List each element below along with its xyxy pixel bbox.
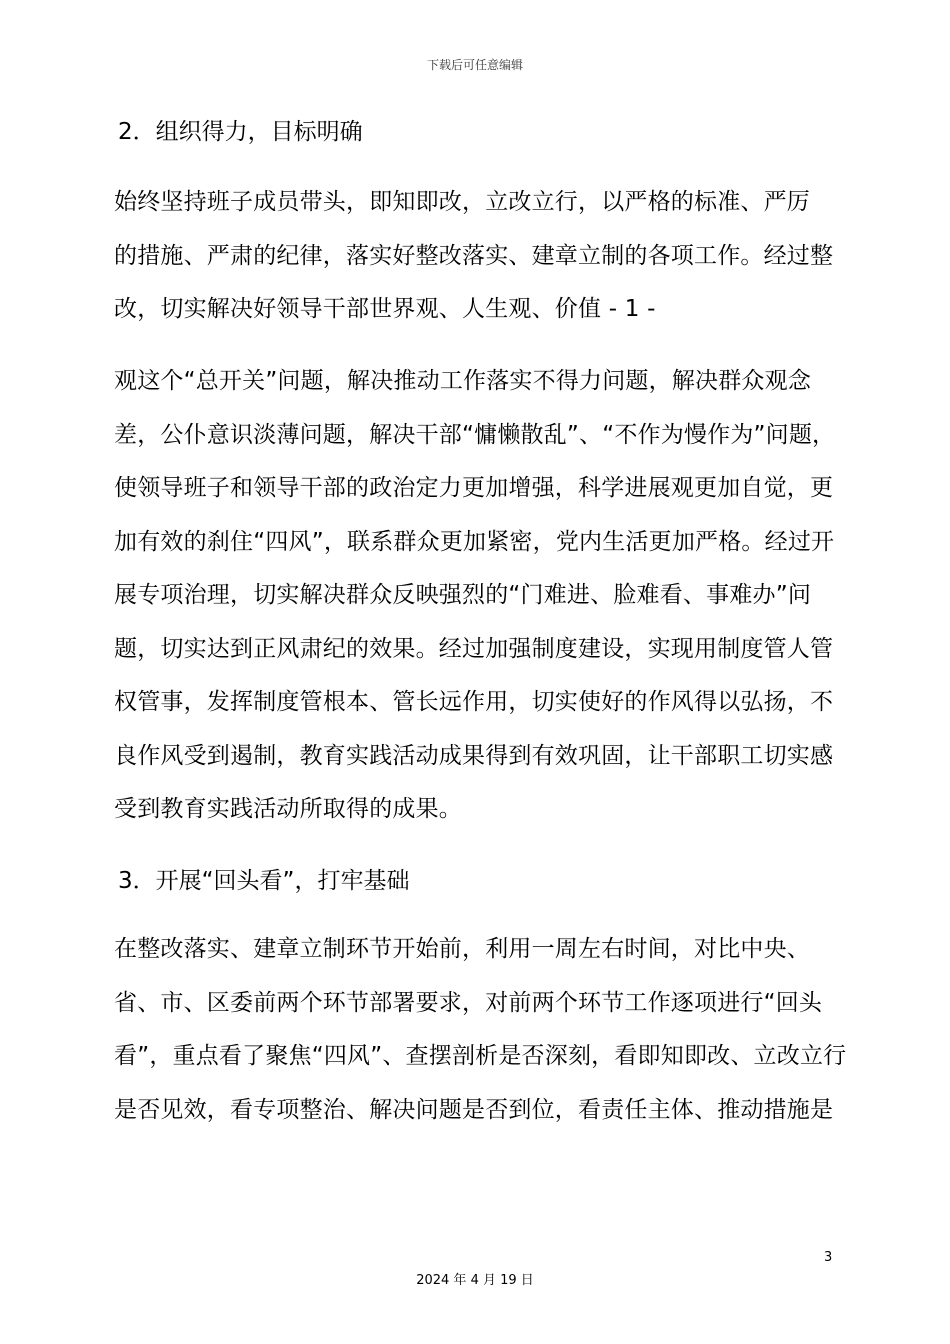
paragraph-line: 改，切实解决好领导干部世界观、人生观、价值 - 1 - <box>114 296 656 322</box>
paragraph-line: 始终坚持班子成员带头，即知即改，立改立行，以严格的标准、严厉 <box>114 189 810 215</box>
paragraph-4 <box>114 923 847 1137</box>
paragraph-line: 受到教育实践活动所取得的成果。 <box>114 796 462 822</box>
paragraph-line: 题，切实达到正风肃纪的效果。经过加强制度建设，实现用制度管人管 <box>114 635 834 662</box>
page-number: 3 <box>824 1250 833 1265</box>
paragraph-line: 权管事，发挥制度管根本、管长远作用，切实使好的作风得以弘扬，不 <box>114 689 834 715</box>
paragraph-line: 是否见效，看专项整治、解决问题是否到位，看责任主体、推动措施是 <box>114 1096 834 1123</box>
paragraph-line: 省、市、区委前两个环节部署要求，对前两个环节工作逐项进行“回头 <box>114 989 823 1016</box>
section-heading-3: 3．开展“回头看”，打牢基础 <box>118 868 410 894</box>
header-note: 下载后可任意编辑 <box>426 58 523 72</box>
paragraph-line: 良作风受到遏制，教育实践活动成果得到有效巩固，让干部职工切实感 <box>114 742 834 769</box>
footer-date: 2024 年 4 月 19 日 <box>416 1273 534 1288</box>
paragraph-line: 的措施、严肃的纪律，落实好整改落实、建章立制的各项工作。经过整 <box>114 242 834 269</box>
paragraph-3 <box>114 355 836 837</box>
paragraph-line: 展专项治理，切实解决群众反映强烈的“门难进、脸难看、事难办”问 <box>114 582 812 608</box>
paragraph-line: 观这个“总开关”问题，解决推动工作落实不得力问题，解决群众观念 <box>114 368 812 394</box>
paragraph-line: 差，公仆意识淡薄问题，解决干部“慵懒散乱”、“不作为慢作为”问题， <box>114 421 836 448</box>
paragraph-line: 加有效的刹住“四风”，联系群众更加紧密，党内生活更加严格。经过开 <box>114 528 835 555</box>
section-heading-2: 2．组织得力，目标明确 <box>118 119 363 145</box>
paragraph-line: 在整改落实、建章立制环节开始前，利用一周左右时间，对比中央、 <box>114 936 810 962</box>
paragraph-line: 使领导班子和领导干部的政治定力更加增强，科学进展观更加自觉，更 <box>114 475 834 501</box>
paragraph-2 <box>114 176 836 337</box>
paragraph-line: 看”，重点看了聚焦“四风”、查摆剖析是否深刻，看即知即改、立改立行 <box>114 1043 847 1069</box>
